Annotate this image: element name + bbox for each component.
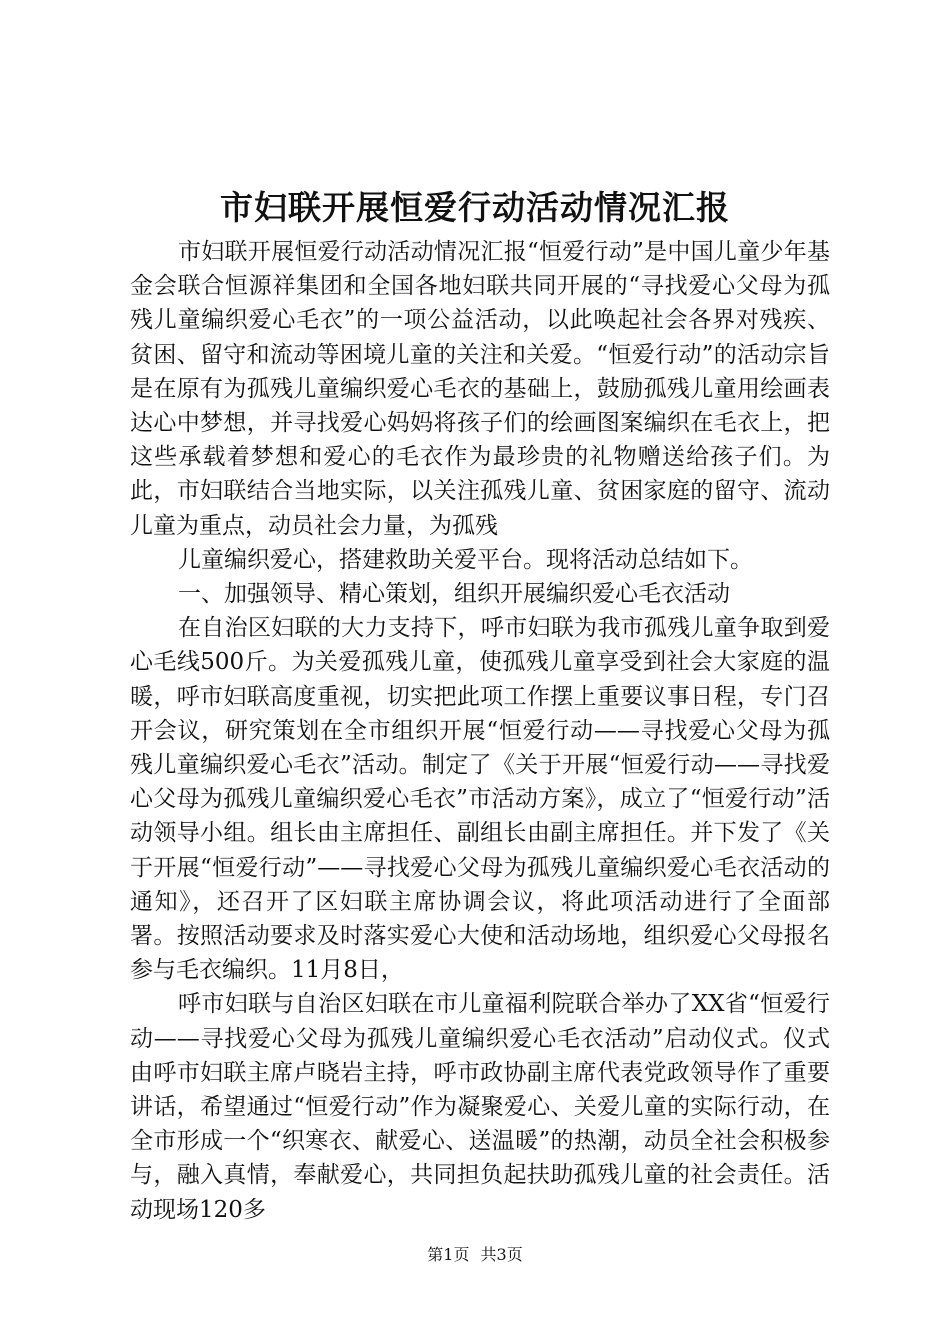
page-number: 第1页 — [427, 1245, 470, 1264]
page-footer — [0, 1244, 950, 1266]
paragraph-continuation: 儿童编织爱心，搭建救助关爱平台。现将活动总结如下。 — [178, 546, 753, 573]
paragraph-launch-ceremony: 呼市妇联与自治区妇联在市儿童福利院联合举办了XX省“恒爱行动——寻找爱心父母为孤残儿童编织爱心毛衣活动”启动仪式。仪式由呼市妇联主席卢晓岩主持，呼市政协副主席代表党政领导作了重要讲话，希望通过“恒爱行动”作为凝聚爱心、关爱儿童的实际行动，在全市形成一个“织寒衣、献爱心、送温暖”的热潮，动员全社会积极参与，融入真情，奉献爱心，共同担负起扶助孤残儿童的社会责任。活动现场120多 — [130, 991, 830, 1223]
page-total: 共3页 — [480, 1245, 523, 1264]
document-title: 市妇联开展恒爱行动活动情况汇报 — [220, 188, 730, 227]
paragraph-intro: 市妇联开展恒爱行动活动情况汇报“恒爱行动”是中国儿童少年基金会联合恒源祥集团和全国各地妇联共同开展的“寻找爱心父母为孤残儿童编织爱心毛衣”的一项公益活动，以此唤起社会各界对残疾、贫困、留守和流动等困境儿童的关注和关爱。“恒爱行动”的活动宗旨是在原有为孤残儿童编织爱心毛衣的基础上，鼓励孤残儿童用绘画表达心中梦想，并寻找爱心妈妈将孩子们的绘画图案编织在毛衣上，把这些承载着梦想和爱心的毛衣作为最珍贵的礼物赠送给孩子们。为此，市妇联结合当地实际，以关注孤残儿童、贫困家庭的留守、流动儿童为重点，动员社会力量，为孤残 — [130, 239, 830, 539]
section-heading-1: 一、加强领导、精心策划，组织开展编织爱心毛衣活动 — [178, 581, 730, 608]
document-body — [130, 235, 830, 1227]
paragraph-section-1: 在自治区妇联的大力支持下，呼市妇联为我市孤残儿童争取到爱心毛线500斤。为关爱孤残儿童，使孤残儿童享受到社会大家庭的温暖，呼市妇联高度重视，切实把此项工作摆上重要议事日程，专门召开会议，研究策划在全市组织开展“恒爱行动——寻找爱心父母为孤残儿童编织爱心毛衣”活动。制定了《关于开展“恒爱行动——寻找爱心父母为孤残儿童编织爱心毛衣”市活动方案》，成立了“恒爱行动”活动领导小组。组长由主席担任、副组长由副主席担任。并下发了《关于开展“恒爱行动”——寻找爱心父母为孤残儿童编织爱心毛衣活动的通知》，还召开了区妇联主席协调会议，将此项活动进行了全面部署。按照活动要求及时落实爱心大使和活动场地，组织爱心父母报名参与毛衣编织。11月8日， — [130, 615, 830, 984]
